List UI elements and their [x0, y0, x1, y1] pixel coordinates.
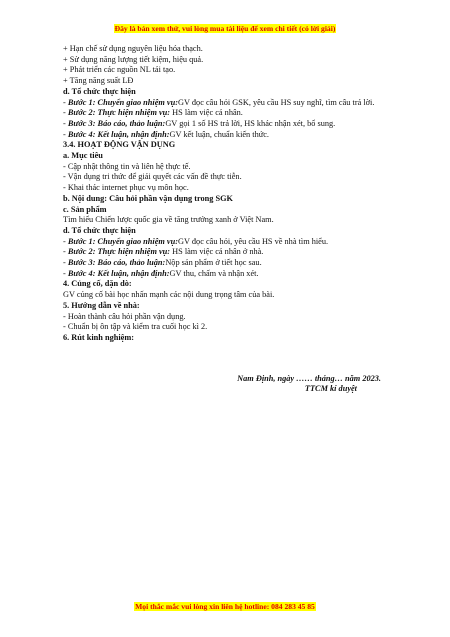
step-text: GV kết luận, chuẩn kiến thức. [169, 129, 269, 139]
step-item: - Bước 3: Báo cáo, thảo luận:GV gọi 1 số HS trả lời, HS khác nhận xét, bổ sung. [63, 118, 336, 128]
step-text: Nộp sản phẩm ở tiết học sau. [165, 258, 262, 268]
step-text: GV đọc câu hỏi, yêu cầu HS về nhà tìm hiểu. [178, 236, 329, 246]
step-item: - Bước 1: Chuyển giao nhiệm vụ:GV đọc câu hỏi GSK, yêu cầu HS suy nghĩ, tìm câu trả lời. [63, 97, 375, 107]
list-item: + Sử dụng năng lượng tiết kiệm, hiệu quả. [63, 54, 204, 64]
step-label: Bước 3: Báo cáo, thảo luận: [67, 258, 166, 268]
preview-notice-banner [0, 24, 450, 33]
list-item: + Hạn chế sử dụng nguyên liệu hóa thạch. [63, 44, 203, 53]
step-item: - Bước 1: Chuyển giao nhiệm vụ:GV đọc câu hỏi, yêu cầu HS về nhà tìm hiểu. [63, 236, 329, 246]
step-item: - Bước 3: Báo cáo, thảo luận:Nộp sản phẩm ở tiết học sau. [63, 258, 262, 268]
subheading: c. Sản phẩm [63, 204, 107, 214]
step-text: GV đọc câu hỏi GSK, yêu cầu HS suy nghĩ, tìm câu trả lời. [178, 97, 375, 107]
step-label: Bước 4: Kết luận, nhận định: [67, 268, 170, 278]
section-heading: 4. Củng cố, dặn dò: [63, 279, 132, 289]
hotline-banner [0, 602, 450, 611]
step-label: Bước 1: Chuyển giao nhiệm vụ: [67, 236, 178, 246]
step-item: - Bước 4: Kết luận, nhận định:GV thu, chấm và nhận xét. [63, 268, 259, 278]
list-item: - Vận dụng tri thức để giải quyết các vấn đề thực tiễn. [63, 172, 242, 182]
step-text: GV gọi 1 số HS trả lời, HS khác nhận xét, bổ sung. [165, 118, 336, 128]
approver-title: TTCM kí duyệt [304, 384, 357, 394]
step-label: Bước 2: Thực hiện nhiệm vụ: [67, 108, 171, 118]
step-item: - Bước 2: Thực hiện nhiệm vụ: HS làm việc cá nhân ở nhà. [63, 247, 264, 257]
hotline-text: Mọi thắc mắc vui lòng xin liên hệ hotline: 084 283 45 85 [135, 602, 315, 611]
list-item: - Cập nhật thông tin và liên hệ thực tế. [63, 161, 191, 171]
step-text: HS làm việc cá nhân ở nhà. [170, 247, 264, 257]
signature-block [63, 374, 393, 395]
list-item: - Chuẩn bị ôn tập và kiểm tra cuối học kì 2. [63, 322, 208, 332]
subheading: b. Nội dung: Câu hỏi phần vận dụng trong SGK [63, 193, 234, 203]
preview-notice-text: Đây là bản xem thử, vui lòng mua tài liệu để xem chi tiết (có lời giải) [114, 24, 336, 33]
document-body [63, 44, 393, 395]
section-heading: 6. Rút kinh nghiệm: [63, 332, 135, 342]
subheading: d. Tổ chức thực hiện [63, 225, 136, 235]
subheading: d. Tổ chức thực hiện [63, 86, 136, 96]
section-heading: 3.4. HOẠT ĐỘNG VẬN DỤNG [63, 140, 176, 150]
step-text: GV thu, chấm và nhận xét. [169, 268, 259, 278]
section-heading: 5. Hướng dẫn về nhà: [63, 300, 140, 310]
subheading: a. Mục tiêu [63, 151, 103, 161]
step-label: Bước 1: Chuyển giao nhiệm vụ: [67, 97, 178, 107]
list-item: - Hoàn thành câu hỏi phần vận dụng. [63, 311, 186, 321]
step-label: Bước 4: Kết luận, nhận định: [67, 129, 170, 139]
list-item: - Khai thác internet phục vụ môn học. [63, 183, 189, 193]
step-label: Bước 3: Báo cáo, thảo luận: [67, 118, 166, 128]
paragraph: Tìm hiểu Chiến lược quốc gia về tăng trưởng xanh ở Việt Nam. [63, 215, 274, 225]
step-text: HS làm việc cá nhân. [170, 108, 243, 118]
list-item: + Phát triển các nguồn NL tái tạo. [63, 65, 176, 75]
paragraph: GV củng cố bài học nhấn mạnh các nội dung trọng tâm của bài. [63, 290, 275, 300]
place-date: Nam Định, ngày …… tháng… năm 2023. [237, 373, 381, 383]
step-label: Bước 2: Thực hiện nhiệm vụ: [67, 247, 171, 257]
step-item: - Bước 2: Thực hiện nhiệm vụ: HS làm việc cá nhân. [63, 108, 243, 118]
step-item: - Bước 4: Kết luận, nhận định:GV kết luận, chuẩn kiến thức. [63, 129, 269, 139]
list-item: + Tăng năng suất LĐ [63, 76, 134, 86]
